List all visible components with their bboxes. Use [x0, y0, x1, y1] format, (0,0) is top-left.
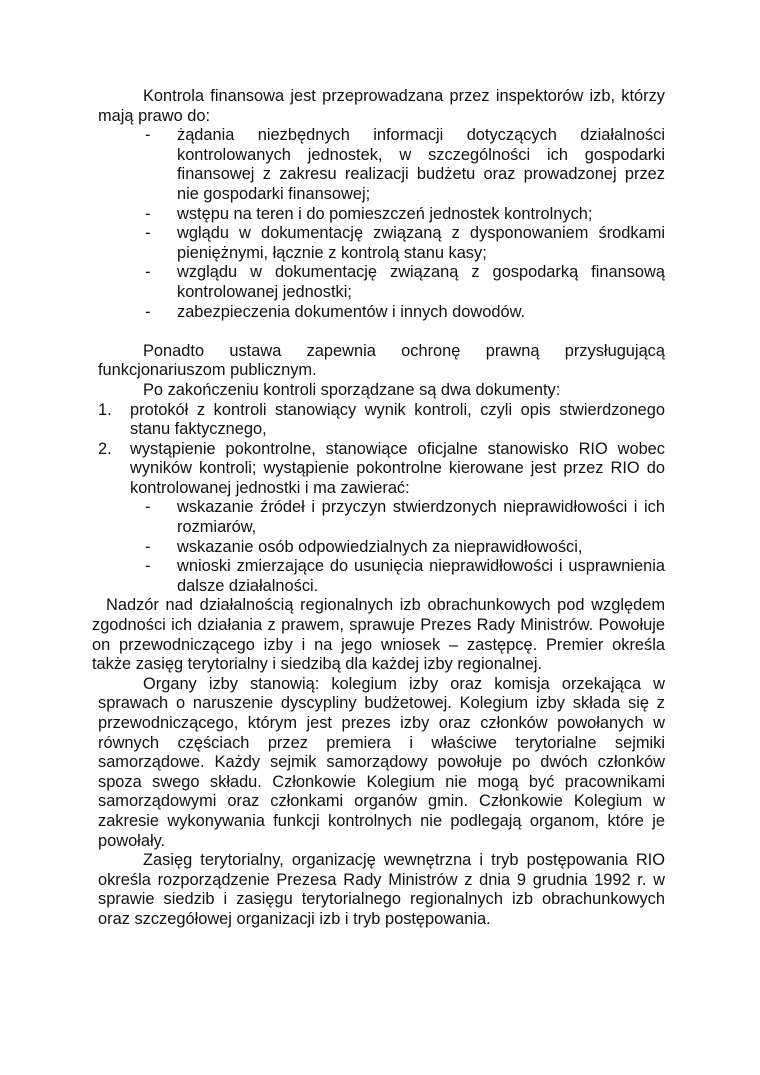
rights-list [98, 126, 665, 322]
paragraph-documents-intro: Po zakończeniu kontroli sporządzane są dwa dokumenty: [143, 380, 561, 399]
numbered-item-text: wystąpienie pokontrolne, stanowiące oficjalne stanowisko RIO wobec wyników kontroli; wystąpienie pokontrolne kierowane jest przez RIO do kontrolowanej jednostki i ma zawierać: [130, 439, 665, 497]
list-item-text: wskazanie źródeł i przyczyn stwierdzonych nieprawidłowości i ich rozmiarów, [177, 498, 665, 537]
number-marker: 1. [98, 400, 112, 419]
dash-marker: - [145, 537, 151, 556]
dash-marker: - [145, 557, 151, 576]
dash-marker: - [145, 263, 151, 282]
list-item [98, 263, 665, 302]
list-item [98, 224, 665, 263]
paragraph-legal-protection: Ponadto ustawa zapewnia ochronę prawną przysługującą funkcjonariuszom publicznym. [98, 341, 665, 380]
paragraph-supervision: Nadzór nad działalnością regionalnych izb obrachunkowych pod względem zgodności ich działania z prawem, sprawuje Prezes Rady Ministrów. Powołuje on przewodniczącego izby i na jego wniosek – zastępcę. Premier określa także zasięg terytorialny i siedzibą dla każdej izby regionalnej. [92, 596, 665, 674]
list-item-text: wzglądu w dokumentację związaną z gospodarką finansową kontrolowanej jednostki; [177, 263, 665, 301]
dash-marker: - [145, 302, 151, 321]
list-item [98, 538, 665, 558]
list-item-text: wstępu na teren i do pomieszczeń jednostek kontrolnych; [177, 204, 593, 223]
list-item-text: wskazanie osób odpowiedzialnych za nieprawidłowości, [177, 537, 583, 556]
list-item-text: zabezpieczenia dokumentów i innych dowodów. [177, 302, 526, 321]
list-item [98, 498, 665, 537]
paragraph-territorial-scope: Zasięg terytorialny, organizację wewnętrzna i tryb postępowania RIO określa rozporządzenie Prezesa Rady Ministrów z dnia 9 grudnia 1992 r. w sprawie siedzib i zasięgu terytorialnego regionalnych izb obrachunkowych oraz szczegółowej organizacji izb i tryb postępowania. [98, 851, 665, 928]
numbered-item [98, 401, 665, 440]
paragraph-intro: Kontrola finansowa jest przeprowadzana przez inspektorów izb, którzy mają prawo do: [98, 87, 665, 125]
paragraph-spacer [98, 322, 665, 342]
list-item [98, 126, 665, 204]
list-item [98, 303, 665, 323]
dash-marker: - [145, 224, 151, 243]
number-marker: 2. [98, 439, 112, 458]
list-item-text: wglądu w dokumentację związaną z dysponowaniem środkami pieniężnymi, łącznie z kontrolą stanu kasy; [177, 224, 665, 262]
post-audit-contents-list [98, 498, 665, 596]
numbered-item [98, 440, 665, 499]
list-item [98, 557, 665, 596]
dash-marker: - [145, 126, 151, 145]
dash-marker: - [145, 498, 151, 517]
list-item-text: żądania niezbędnych informacji dotyczących działalności kontrolowanych jednostek, w szczególności ich gospodarki finansowej z zakresu realizacji budżetu oraz prowadzonej przez nie gospodarki finansowej; [177, 126, 665, 203]
documents-list [98, 401, 665, 499]
numbered-item-text: protokół z kontroli stanowiący wynik kontroli, czyli opis stwierdzonego stanu faktycznego, [130, 400, 665, 439]
paragraph-organs: Organy izby stanowią: kolegium izby oraz komisja orzekająca w sprawach o naruszenie dyscypliny budżetowej. Kolegium izby składa się z przewodniczącego, którym jest prezes izby oraz członków powołanych w równych częściach przez premiera i właściwe terytorialne sejmiki samorządowe. Każdy sejmik samorządowy powołuje po dwóch członków spoza swego składu. Członkowie Kolegium nie mogą być pracownikami samorządowymi oraz członkami organów gmin. Członkowie Kolegium w zakresie wykonywania funkcji kontrolnych nie podlegają organom, które je powołały. [98, 674, 665, 850]
dash-marker: - [145, 204, 151, 223]
document-body [92, 87, 665, 930]
list-item-text: wnioski zmierzające do usunięcia nieprawidłowości i usprawnienia dalsze działalności. [177, 557, 665, 595]
list-item [98, 205, 665, 225]
